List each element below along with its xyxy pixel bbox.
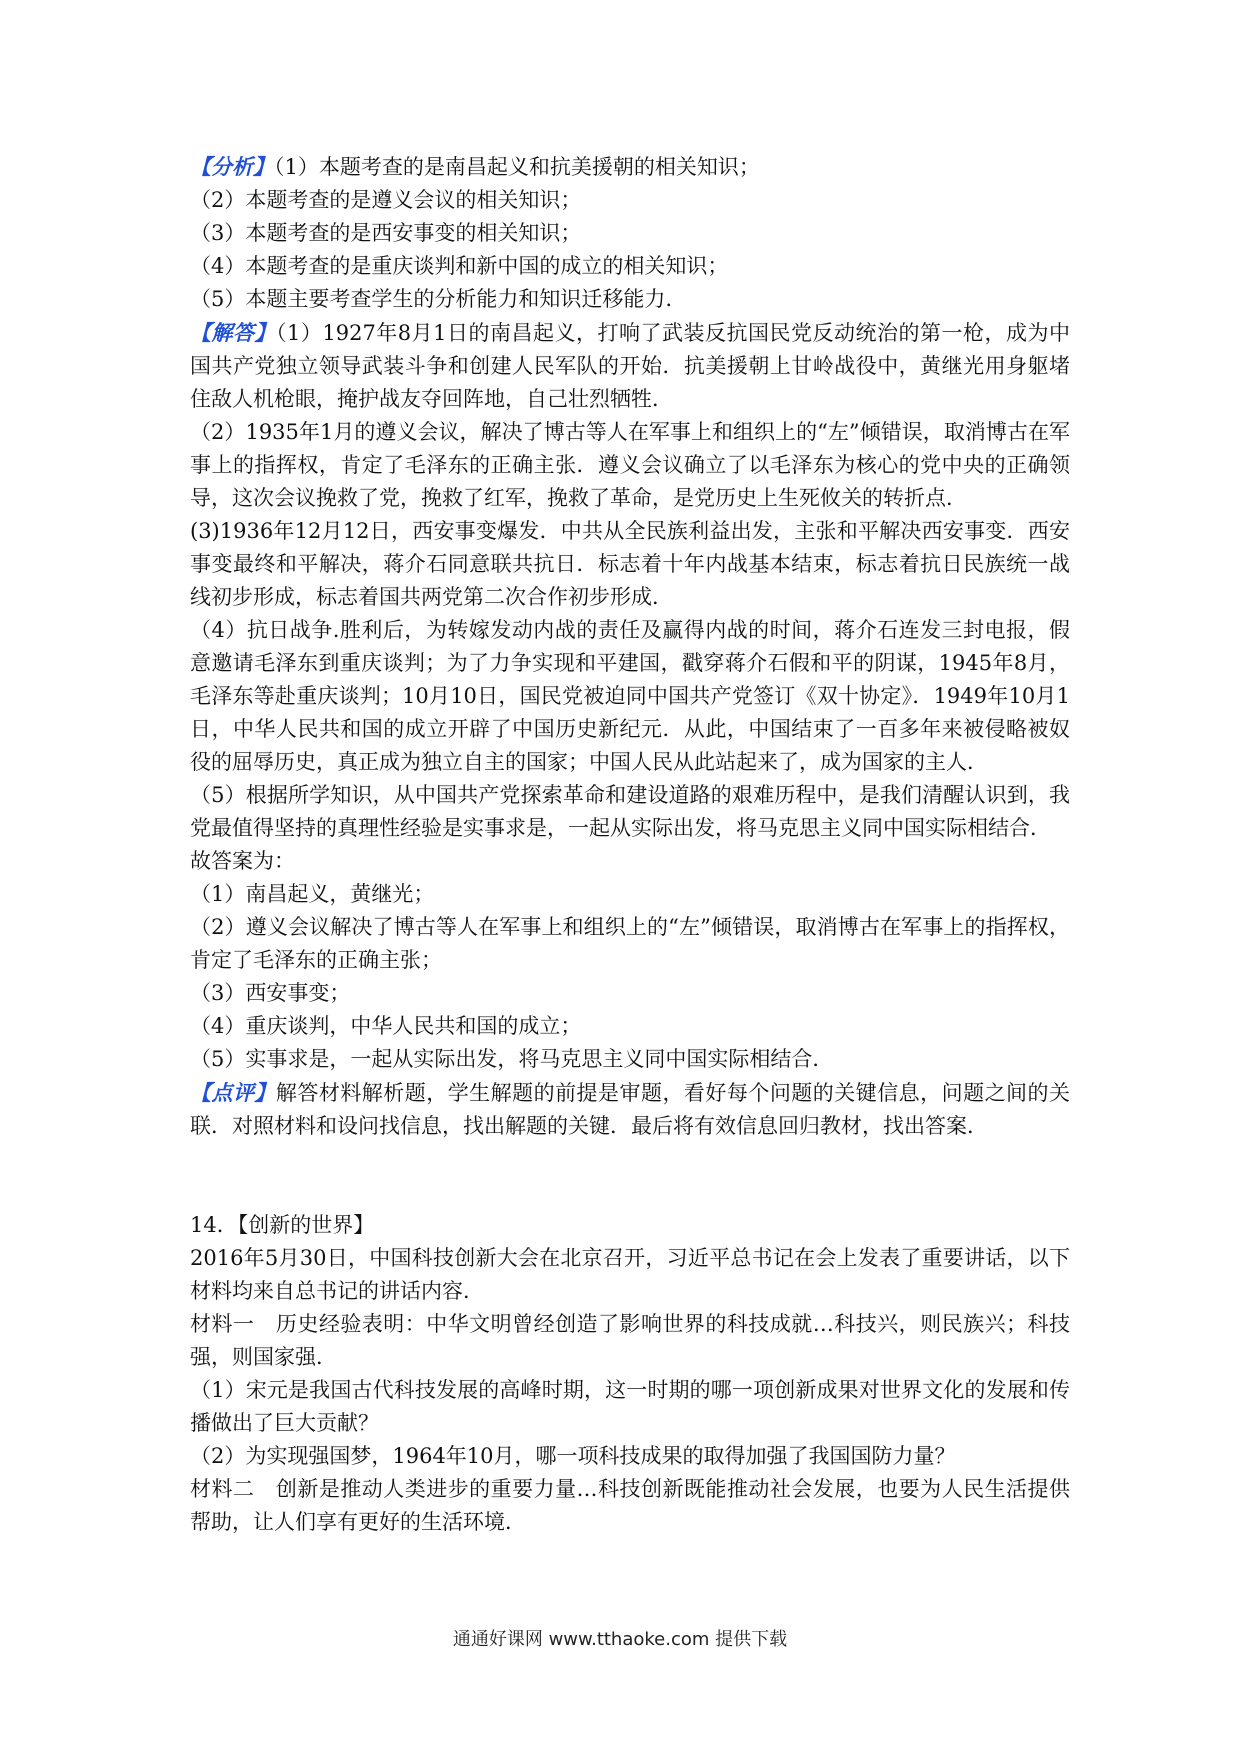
answer-paragraph-4: （4）抗日战争.胜利后，为转嫁发动内战的责任及赢得内战的时间，蒋介石连发三封电报，假意邀请毛泽东到重庆谈判；为了力争实现和平建国，戳穿蒋介石假和平的阴谋，1945年8月，毛泽东等赴重庆谈判；10月10日，国民党被迫同中国共产党签订《双十协定》．1949年10月1日，中华人民共和国的成立开辟了中国历史新纪元．从此，中国结束了一百多年来被侵略被奴役的屈辱历史，真正成为独立自主的国家；中国人民从此站起来了，成为国家的主人． [190,618,1070,774]
question-14-intro: 2016年5月30日，中国科技创新大会在北京召开，习近平总书记在会上发表了重要讲话，以下材料均来自总书记的讲话内容． [190,1246,1070,1303]
answer-paragraph-2: （2）1935年1月的遵义会议，解决了博古等人在军事上和组织上的“左”倾错误，取消博古在军事上的指挥权，肯定了毛泽东的正确主张．遵义会议确立了以毛泽东为核心的党中央的正确领导，这次会议挽救了党，挽救了红军，挽救了革命，是党历史上生死攸关的转折点． [190,420,1070,510]
comment-paragraph [190,1076,1070,1143]
question-14-sub-1: （1）宋元是我国古代科技发展的高峰时期，这一时期的哪一项创新成果对世界文化的发展和传播做出了巨大贡献？ [190,1378,1070,1435]
analysis-line-1 [190,150,1070,184]
answer-conclusion: 故答案为： [190,849,295,873]
analysis-tag: 【分析】 [190,154,274,179]
analysis-line-5: （5）本题主要考查学生的分析能力和知识迁移能力. [190,287,673,311]
question-14-material-2: 材料二 创新是推动人类进步的重要力量…科技创新既能推动社会发展，也要为人民生活提供帮助，让人们享有更好的生活环境． [190,1477,1070,1534]
final-answer-1: （1）南昌起义，黄继光； [190,882,435,906]
comment-text: 解答材料解析题，学生解题的前提是审题，看好每个问题的关键信息，问题之间的关联．对照材料和设问找信息，找出解题的关键．最后将有效信息回归教材，找出答案． [190,1081,1071,1138]
question-14-material-1: 材料一 历史经验表明：中华文明曾经创造了影响世界的科技成就…科技兴，则民族兴；科技强，则国家强． [190,1312,1070,1369]
page-footer: 通通好课网 www.tthaoke.com 提供下载 [452,1629,788,1650]
final-answer-5: （5）实事求是，一起从实际出发，将马克思主义同中国实际相结合． [190,1047,834,1071]
final-answer-2: （2）遵义会议解决了博古等人在军事上和组织上的“左”倾错误，取消博古在军事上的指挥权，肯定了毛泽东的正确主张； [190,915,1070,972]
question-14-sub-2: （2）为实现强国梦，1964年10月，哪一项科技成果的取得加强了我国国防力量？ [190,1444,956,1468]
comment-tag: 【点评】 [190,1080,276,1105]
analysis-line-3: （3）本题考查的是西安事变的相关知识； [190,221,582,245]
answer-text-1: （1）1927年8月1日的南昌起义，打响了武装反抗国民党反动统治的第一枪，成为中国共产党独立领导武装斗争和创建人民军队的开始．抗美援朝上甘岭战役中，黄继光用身躯堵住敌人机枪眼，掩护战友夺回阵地，自己壮烈牺牲． [190,321,1070,411]
final-answer-3: （3）西安事变； [190,981,351,1005]
question-14-title: 14．【创新的世界】 [190,1213,375,1237]
final-answer-4: （4）重庆谈判，中华人民共和国的成立； [190,1014,582,1038]
analysis-text-1: （1）本题考查的是南昌起义和抗美援朝的相关知识； [274,155,760,179]
analysis-line-2: （2）本题考查的是遵义会议的相关知识； [190,188,582,212]
answer-paragraph-1 [190,316,1070,416]
section-spacer [190,1143,1070,1209]
answer-paragraph-3: (3)1936年12月12日，西安事变爆发．中共从全民族利益出发，主张和平解决西安事变．西安事变最终和平解决，蒋介石同意联共抗日．标志着十年内战基本结束，标志着抗日民族统一战线初步形成，标志着国共两党第二次合作初步形成． [190,519,1070,609]
answer-tag: 【解答】 [190,320,276,345]
answer-paragraph-5: （5）根据所学知识，从中国共产党探索革命和建设道路的艰难历程中，是我们清醒认识到，我党最值得坚持的真理性经验是实事求是，一起从实际出发，将马克思主义同中国实际相结合． [190,783,1070,840]
document-body [190,150,1070,1539]
analysis-line-4: （4）本题考查的是重庆谈判和新中国的成立的相关知识； [190,254,729,278]
